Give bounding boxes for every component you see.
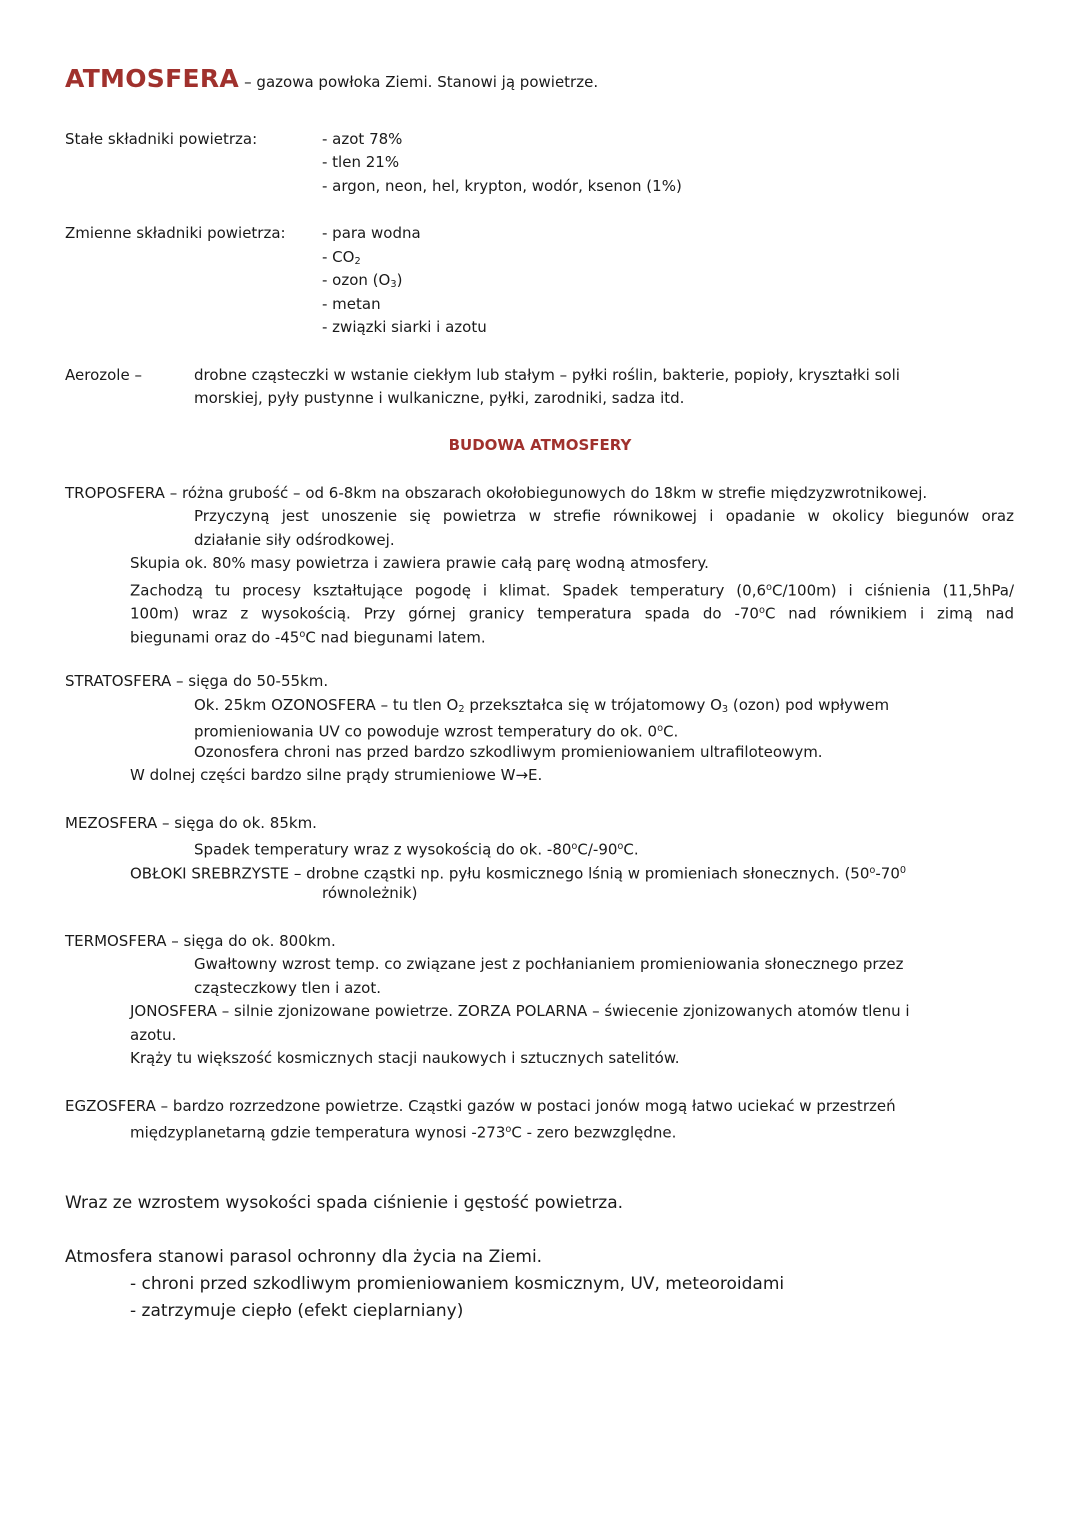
constant-item: - argon, neon, hel, krypton, wodór, ksenon (1%) xyxy=(322,177,682,195)
exosphere-text: międzyplanetarną gdzie temperatura wynosi -273$^o$C - zero bezwzględne. xyxy=(130,1123,677,1142)
stratosphere-text: promieniowania UV co powoduje wzrost temperatury do ok. 0$^o$C. xyxy=(194,722,679,741)
summary-paragraph: Atmosfera stanowi parasol ochronny dla życia na Ziemi. xyxy=(65,1247,543,1267)
stratosphere-text: Ok. 25km OZONOSFERA – tu tlen $O_2$ przekształca się w trójatomowy $O_3$ (ozon) pod wpływem xyxy=(194,696,890,715)
constant-components-label: Stałe składniki powietrza: xyxy=(65,130,258,148)
thermosphere-text: Krąży tu większość kosmicznych stacji naukowych i sztucznych satelitów. xyxy=(130,1049,680,1067)
mesosphere-text: OBŁOKI SREBRZYSTE – drobne cząstki np. pyłu kosmicznego lśnią w promieniach słonecznych. ($50^o-70^0$ xyxy=(130,864,907,883)
aerosols-text: drobne cząsteczki w wstanie ciekłym lub stałym – pyłki roślin, bakterie, popioły, kryształki soli xyxy=(194,366,900,384)
troposphere-heading: TROPOSFERA – różna grubość – od 6-8km na obszarach okołobiegunowych do 18km w strefie międzyzwrotnikowej. xyxy=(65,484,928,502)
variable-item: - ozon $(O_3)$ xyxy=(322,271,403,290)
constant-item: - azot 78% xyxy=(322,130,403,148)
page-title xyxy=(65,64,598,93)
variable-item: - para wodna xyxy=(322,224,421,242)
troposphere-text: biegunami oraz do -45$^o$C nad biegunami latem. xyxy=(130,628,486,647)
summary-bullet: - zatrzymuje ciepło (efekt cieplarniany) xyxy=(130,1301,464,1321)
summary-paragraph: Wraz ze wzrostem wysokości spada ciśnienie i gęstość powietrza. xyxy=(65,1193,624,1213)
stratosphere-text: W dolnej części bardzo silne prądy strumieniowe W→E. xyxy=(130,766,543,784)
stratosphere-heading: STRATOSFERA – sięga do 50-55km. xyxy=(65,672,329,690)
variable-components-label: Zmienne składniki powietrza: xyxy=(65,224,286,242)
variable-item: - metan xyxy=(322,295,381,313)
troposphere-text: Skupia ok. 80% masy powietrza i zawiera prawie całą parę wodną atmosfery. xyxy=(130,554,709,572)
title-definition: – gazowa powłoka Ziemi. Stanowi ją powietrze. xyxy=(244,73,599,91)
thermosphere-heading: TERMOSFERA – sięga do ok. 800km. xyxy=(65,932,336,950)
variable-item: - związki siarki i azotu xyxy=(322,318,487,336)
constant-item: - tlen 21% xyxy=(322,153,400,171)
title-word: ATMOSFERA xyxy=(65,64,240,93)
summary-bullet: - chroni przed szkodliwym promieniowaniem kosmicznym, UV, meteoroidami xyxy=(130,1274,785,1294)
troposphere-text: działanie siły odśrodkowej. xyxy=(194,531,395,549)
mesosphere-heading: MEZOSFERA – sięga do ok. 85km. xyxy=(65,814,317,832)
section-heading: BUDOWA ATMOSFERY xyxy=(448,436,632,454)
mesosphere-text: Spadek temperatury wraz z wysokością do ok. -80$^o$C/-90$^o$C. xyxy=(194,840,639,859)
thermosphere-text: Gwałtowny wzrost temp. co związane jest z pochłanianiem promieniowania słonecznego przez xyxy=(194,955,904,973)
thermosphere-text: cząsteczkowy tlen i azot. xyxy=(194,979,381,997)
variable-item: - $CO_2$ xyxy=(322,248,361,267)
aerosols-text: morskiej, pyły pustynne i wulkaniczne, pyłki, zarodniki, sadza itd. xyxy=(194,389,685,407)
thermosphere-text: azotu. xyxy=(130,1026,177,1044)
mesosphere-text: równoleżnik) xyxy=(322,884,418,902)
troposphere-text: Przyczyną jest unoszenie się powietrza w strefie równikowej i opadanie w okolicy biegunów oraz xyxy=(194,507,1014,525)
exosphere-heading: EGZOSFERA – bardzo rozrzedzone powietrze. Cząstki gazów w postaci jonów mogą łatwo uciekać w przestrzeń xyxy=(65,1097,896,1115)
aerosols-label: Aerozole – xyxy=(65,366,142,384)
stratosphere-text: Ozonosfera chroni nas przed bardzo szkodliwym promieniowaniem ultrafiloteowym. xyxy=(194,743,823,761)
thermosphere-text: JONOSFERA – silnie zjonizowane powietrze. ZORZA POLARNA – świecenie zjonizowanych atomów tlenu i xyxy=(130,1002,910,1020)
troposphere-text: 100m) wraz z wysokością. Przy górnej granicy temperatura spada do -70$^o$C nad równikiem i zimą nad xyxy=(130,604,1014,623)
troposphere-text: Zachodzą tu procesy kształtujące pogodę i klimat. Spadek temperatury (0,6$^o$C/100m) i ciśnienia (11,5hPa/ xyxy=(130,581,1015,600)
